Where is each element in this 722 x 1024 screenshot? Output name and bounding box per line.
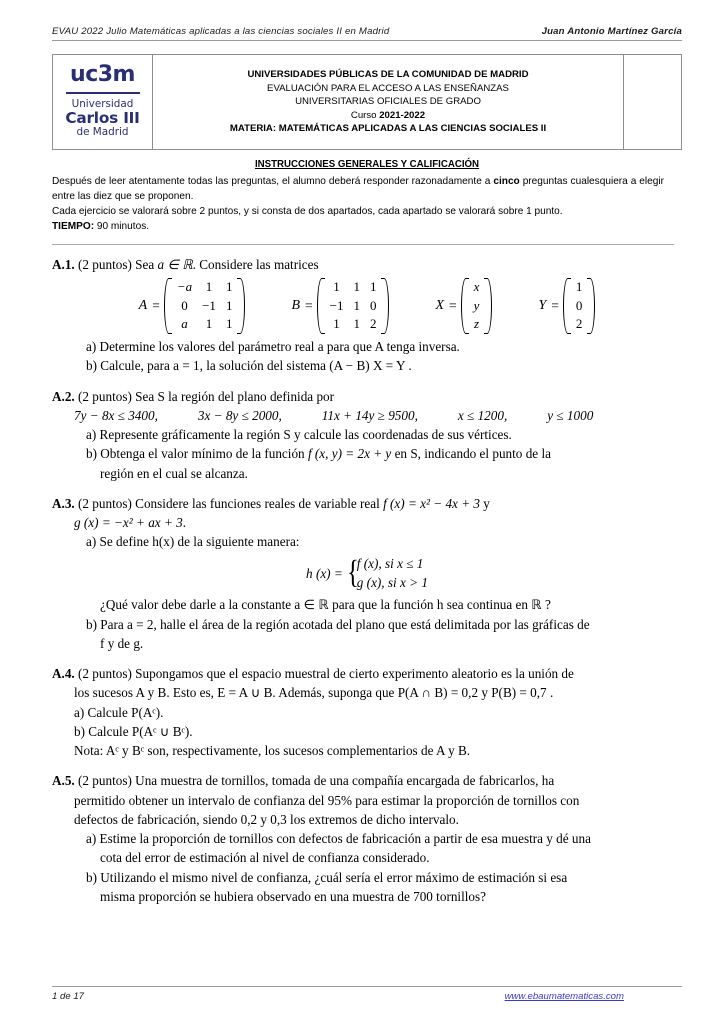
exercise-a3-stem-tail: y (480, 495, 490, 511)
uc3m-wordmark: uc3m (70, 61, 135, 87)
piecewise-cases (357, 554, 428, 594)
matrix-A-cell: 1 (225, 297, 233, 313)
exercise-a5-stem-line2: permitido obtener un intervalo de confianza del 95% para estimar la proporción de tornillos con (74, 792, 580, 808)
exercise-a4-stem-line2: los sucesos A y B. Esto es, E = A ∪ B. Además, suponga que P(A ∩ B) = 0,2 y P(B) = 0,7 . (74, 685, 554, 701)
matrix-A-cell: −1 (202, 297, 216, 313)
header-line-curso (351, 109, 425, 123)
exercise-a3-question: ¿Qué valor debe darle a la constante a ∈ ℝ para que la función h sea continua en ℝ ? (100, 597, 551, 613)
exercise-a3-stem (52, 494, 682, 513)
matrix-Y-label: Y (538, 297, 547, 313)
matrix-A-cell: 1 (225, 278, 233, 294)
instructions-paragraph-1 (52, 174, 672, 204)
uc3m-logo (53, 55, 153, 149)
matrix-X-parens (461, 278, 493, 334)
exam-header-table (52, 54, 682, 150)
matrix-Y-cell: 0 (575, 297, 583, 313)
exercise-a1-points: (2 puntos) (78, 256, 132, 272)
exercise-a5-item-a: a) Estime la proporción de tornillos con defectos de fabricación a partir de esa muestra y dé una (86, 831, 591, 847)
tiempo-value: 90 minutos. (94, 221, 150, 233)
matrix-Y-cell: 1 (575, 278, 583, 294)
exercise-a5-item-b: b) Utilizando el mismo nivel de confianza, ¿cuál sería el error máximo de estimación si esa (86, 869, 568, 885)
a3-g-tail: . (182, 515, 187, 531)
matrix-Y-cell: 2 (575, 316, 583, 332)
matrix-A-cell: 1 (205, 278, 213, 294)
instructions-paragraph-2: Cada ejercicio se valorará sobre 2 puntos, y si consta de dos apartados, cada apartado se valorará sobre 1 punto. (52, 206, 563, 218)
matrix-X-label: X (435, 297, 445, 313)
piecewise-definition (52, 554, 682, 594)
exam-header-text (153, 55, 623, 149)
instructions-paragraph-3 (52, 219, 672, 234)
matrix-B-parens (317, 278, 390, 334)
exercise-a5-stem (52, 771, 682, 790)
exercise-a3-item-a: a) Se define h(x) de la siguiente manera: (86, 534, 300, 550)
exercise-a4-note: Nota: Aᶜ y Bᶜ son, respectivamente, los sucesos complementarios de A y B. (74, 743, 471, 759)
exercise-a5 (52, 771, 682, 906)
exercise-a4-item-b: b) Calcule P(Aᶜ ∪ Bᶜ). (74, 723, 193, 739)
matrix-B-cell: 1 (353, 297, 360, 313)
exercise-a2-stem (52, 387, 682, 406)
exercise-a3-line2 (74, 513, 682, 532)
exercise-a4-points: (2 puntos) (78, 666, 132, 682)
a2-b-text2: en S, indicando el punto de la (391, 446, 551, 462)
matrix-X-cell: y (473, 297, 480, 313)
running-header (52, 26, 682, 41)
exercises-list (52, 255, 682, 907)
exercise-a2-item-b-cont: región en el cual se alcanza. (100, 465, 248, 481)
piecewise-lhs: h (x) = (306, 565, 343, 581)
exercise-a3-item-b-cont: f y de g. (100, 635, 144, 651)
logo-line-universidad: Universidad (71, 97, 134, 110)
exercise-a1-number: A.1. (52, 256, 75, 272)
exercise-a3 (52, 494, 682, 653)
matrix-A-cell: a (181, 316, 188, 332)
exercise-a1-stem (52, 255, 682, 274)
instructions-divider (52, 244, 674, 245)
tiempo-label: TIEMPO: (52, 221, 95, 233)
running-header-left: EVAU 2022 Julio Matemáticas aplicadas a las ciencias sociales II en Madrid (52, 26, 390, 37)
a2-b-math: f (x, y) = 2x + y (307, 446, 392, 462)
matrix-B-cell: 2 (369, 316, 377, 332)
exercise-a1-stem-text: Sea (135, 256, 155, 272)
piecewise-brace-icon (346, 554, 355, 594)
constraint-2: 3x − 8y ≤ 2000, (197, 407, 282, 423)
header-line-1: UNIVERSIDADES PÚBLICAS DE LA COMUNIDAD DE MADRID (247, 68, 529, 80)
a2-b-text1: b) Obtenga el valor mínimo de la función (86, 446, 308, 462)
exercise-a3-stem-text: Considere las funciones reales de variable real (135, 495, 384, 511)
header-line-2: EVALUACIÓN PARA EL ACCESO A LAS ENSEÑANZAS (267, 82, 509, 94)
instr-p1-bold: cinco (493, 176, 520, 187)
matrix-B-cell: −1 (329, 297, 344, 313)
exercise-a4-stem-line1: Supongamos que el espacio muestral de cierto experimento aleatorio es la unión de (135, 666, 574, 682)
exercise-a2-stem-text: Sea S la región del plano definida por (135, 388, 335, 404)
exercise-a1 (52, 255, 682, 376)
exercise-a3-points: (2 puntos) (78, 495, 132, 511)
page-footer (52, 986, 682, 1002)
matrix-A-cell: −a (176, 278, 193, 294)
exercise-a3-item-b: b) Para a = 2, halle el área de la región acotada del plano que está delimitada por las gráficas de (86, 616, 590, 632)
matrix-B-cell: 1 (333, 316, 340, 332)
matrix-B-cell: 0 (369, 297, 377, 313)
instructions-body (52, 174, 682, 235)
exercise-a1-item-a: a) Determine los valores del parámetro real a para que A tenga inversa. (86, 338, 460, 354)
matrix-X-cell: z (474, 316, 480, 332)
page-number: 1 de 17 (52, 991, 85, 1002)
exercise-a2 (52, 387, 682, 483)
constraint-3: 11x + 14y ≥ 9500, (321, 407, 418, 423)
logo-divider-rule (66, 92, 140, 94)
matrix-X-cell: x (473, 278, 480, 294)
exercise-a2-number: A.2. (52, 388, 75, 404)
piecewise-expression (306, 554, 428, 594)
constraint-4: x ≤ 1200, (457, 407, 508, 423)
exercise-a5-item-b-cont: misma proporción se hubiera observado en una muestra de 700 tornillos? (100, 888, 486, 904)
exercise-a5-stem-line1: Una muestra de tornillos, tomada de una compañía encargada de fabricarlos, ha (135, 773, 555, 789)
matrix-B: B = 1 1 1 −1 1 0 1 1 2 (291, 278, 389, 334)
exercise-a1-stem-tail: . Considere las matrices (192, 256, 319, 272)
matrix-B-cell: 1 (333, 278, 340, 294)
header-line-materia: MATERIA: MATEMÁTICAS APLICADAS A LAS CIENCIAS SOCIALES II (229, 123, 547, 135)
matrix-A-cell: 0 (181, 297, 188, 313)
instructions-title: INSTRUCCIONES GENERALES Y CALIFICACIÓN (254, 159, 480, 170)
exercise-a3-stem-math: f (x) = x² − 4x + 3 (383, 495, 480, 511)
instr-p1-c: preguntas cualesquiera a elegir entre las diez que se proponen. (52, 176, 664, 203)
exercise-a5-stem-line3: defectos de fabricación, siendo 0,2 y 0,3 los extremos de dicho intervalo. (74, 811, 459, 827)
matrix-B-cell: 1 (369, 278, 377, 294)
matrix-Y: Y = 1 0 2 (538, 278, 595, 334)
piecewise-case-1: f (x), si x ≤ 1 (356, 555, 424, 571)
exercise-a5-points: (2 puntos) (78, 773, 132, 789)
exercise-a2-item-a: a) Represente gráficamente la región S y calcule las coordenadas de sus vértices. (86, 427, 512, 443)
exercise-a5-item-a-cont: cota del error de estimación al nivel de confianza considerado. (100, 850, 430, 866)
matrix-A-cell: 1 (205, 316, 213, 332)
matrix-B-cell: 1 (353, 316, 360, 332)
matrix-A-parens (164, 278, 246, 334)
matrix-A-label: A (138, 297, 148, 313)
exercise-a2-constraints (74, 406, 682, 425)
exercise-a5-number: A.5. (52, 773, 75, 789)
matrices-row (52, 278, 682, 334)
constraint-5: y ≤ 1000 (547, 407, 594, 423)
logo-line-carlos-iii: Carlos III (65, 108, 140, 127)
exercise-a4 (52, 664, 682, 760)
curso-label: Curso (350, 109, 380, 121)
exercise-a4-number: A.4. (52, 666, 75, 682)
header-empty-cell (623, 55, 681, 149)
exercise-a4-item-a: a) Calcule P(Aᶜ). (74, 704, 164, 720)
exercise-a2-points: (2 puntos) (78, 388, 132, 404)
matrix-X: X = x y z (435, 278, 492, 334)
instr-p1-a: Después de leer atentamente todas las preguntas, el alumno deberá responder razonadamente a (52, 176, 494, 187)
matrix-B-label: B (291, 297, 300, 313)
curso-value: 2021-2022 (379, 109, 426, 121)
piecewise-case-2: g (x), si x > 1 (356, 575, 428, 591)
constraint-1: 7y − 8x ≤ 3400, (74, 407, 158, 423)
exercise-a2-item-b (86, 444, 682, 463)
running-header-right: Juan Antonio Martínez García (541, 26, 682, 37)
exercise-a1-item-b: b) Calcule, para a = 1, la solución del sistema (A − B) X = Y . (86, 358, 412, 374)
a3-g-definition: g (x) = −x² + ax + 3 (74, 515, 183, 531)
logo-line-de-madrid: de Madrid (76, 126, 129, 139)
matrix-A-cell: 1 (225, 316, 233, 332)
header-line-3: UNIVERSITARIAS OFICIALES DE GRADO (295, 96, 481, 108)
matrix-B-cell: 1 (353, 278, 360, 294)
footer-website-link[interactable]: www.ebaumatematicas.com (504, 991, 624, 1002)
exercise-a4-stem (52, 664, 682, 683)
matrix-Y-parens (563, 278, 596, 334)
exercise-a1-stem-math: a ∈ ℝ (157, 256, 193, 272)
exercise-a3-number: A.3. (52, 495, 75, 511)
matrix-A: A = −a 1 1 0 −1 1 a 1 1 (139, 278, 246, 334)
